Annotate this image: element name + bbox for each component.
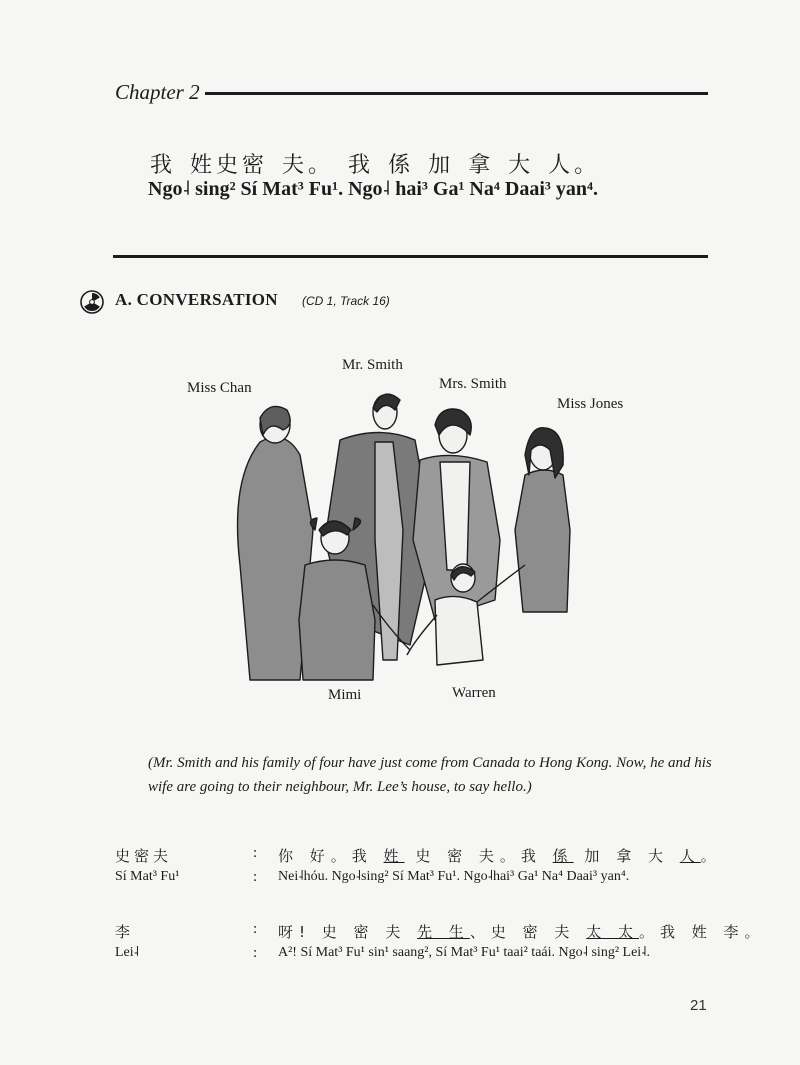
caption-mr-smith: Mr. Smith [342, 357, 403, 373]
dialogue-speaker-rom: Sí Mat³ Fu¹ [115, 869, 180, 884]
caption-miss-chan: Miss Chan [187, 380, 252, 396]
title-cn-segment: 係 [388, 153, 415, 178]
dialogue-cn-seg: 加 拿 大 [573, 847, 680, 865]
dialogue-cn-seg: 呀! 史 密 夫 [278, 923, 418, 941]
chapter-rule [205, 92, 708, 95]
dialogue-colon: : [253, 845, 258, 861]
title-cn-segment: 姓史密 [190, 153, 269, 178]
cd-track-icon [80, 290, 104, 314]
dialogue-colon: : [253, 921, 258, 937]
title-cn-segment: 我 [348, 153, 375, 178]
dialogue-line-cn [278, 921, 766, 942]
section-track-note: (CD 1, Track 16) [302, 294, 390, 308]
dialogue-line-rom: Nei˨hóu. Ngo˨sing² Sí Mat³ Fu¹. Ngo˨hai³ Ga¹ Na⁴ Daai³ yan⁴. [278, 869, 630, 884]
dialogue-speaker-rom: Lei˨ [115, 945, 140, 960]
dialogue-speaker-cn: 史密夫 [115, 847, 173, 865]
title-cn-segment: 夫。 [282, 153, 335, 178]
dialogue-cn-seg: 。 [700, 847, 722, 865]
title-cn-segment: 人。 [548, 153, 601, 178]
dialogue-cn-seg: 、史 密 夫 [469, 923, 587, 941]
caption-warren: Warren [452, 685, 496, 701]
family-illustration [225, 380, 605, 685]
dialogue-colon: : [253, 945, 258, 961]
caption-mrs-smith: Mrs. Smith [439, 376, 507, 392]
title-chinese [150, 148, 614, 179]
intro-paragraph: (Mr. Smith and his family of four have just come from Canada to Hong Kong. Now, he and his wife are going to their neighbour, Mr. Lee’s house, to say hello.) [148, 755, 712, 795]
dialogue-cn-seg-underlined: 先 生 [417, 923, 470, 941]
section-title: A. CONVERSATION [115, 290, 278, 309]
dialogue-cn-seg: 史 密 夫。我 [404, 847, 553, 865]
title-romanized: Ngo˨ sing² Sí Mat³ Fu¹. Ngo˨ hai³ Ga¹ Na⁴ Daai³ yan⁴. [148, 178, 598, 200]
title-cn-segment: 拿 [468, 153, 495, 178]
dialogue-line-rom: A²! Sí Mat³ Fu¹ sin¹ saang², Sí Mat³ Fu¹ taai² taái. Ngo˨ sing² Lei˨. [278, 945, 651, 960]
dialogue-cn-seg-underlined: 姓 [383, 847, 405, 865]
dialogue-speaker-cn: 李 [115, 923, 135, 941]
section-rule [113, 255, 708, 258]
dialogue-cn-seg-underlined: 太 太 [586, 923, 639, 941]
dialogue-cn-seg-underlined: 係 [552, 847, 574, 865]
caption-miss-jones: Miss Jones [557, 396, 624, 412]
figure-miss-jones [515, 428, 570, 612]
dialogue-line-cn [278, 845, 722, 866]
chapter-label: Chapter 2 [115, 80, 200, 104]
dialogue-colon: : [253, 869, 258, 885]
dialogue-cn-seg: 。我 姓 李。 [638, 923, 766, 941]
title-cn-segment: 大 [508, 153, 535, 178]
dialogue-cn-seg-underlined: 人 [679, 847, 701, 865]
title-cn-segment: 我 [150, 153, 177, 178]
page-number: 21 [690, 997, 707, 1014]
caption-mimi: Mimi [328, 687, 362, 703]
dialogue-cn-seg: 你 好。我 [278, 847, 384, 865]
title-cn-segment: 加 [428, 153, 455, 178]
